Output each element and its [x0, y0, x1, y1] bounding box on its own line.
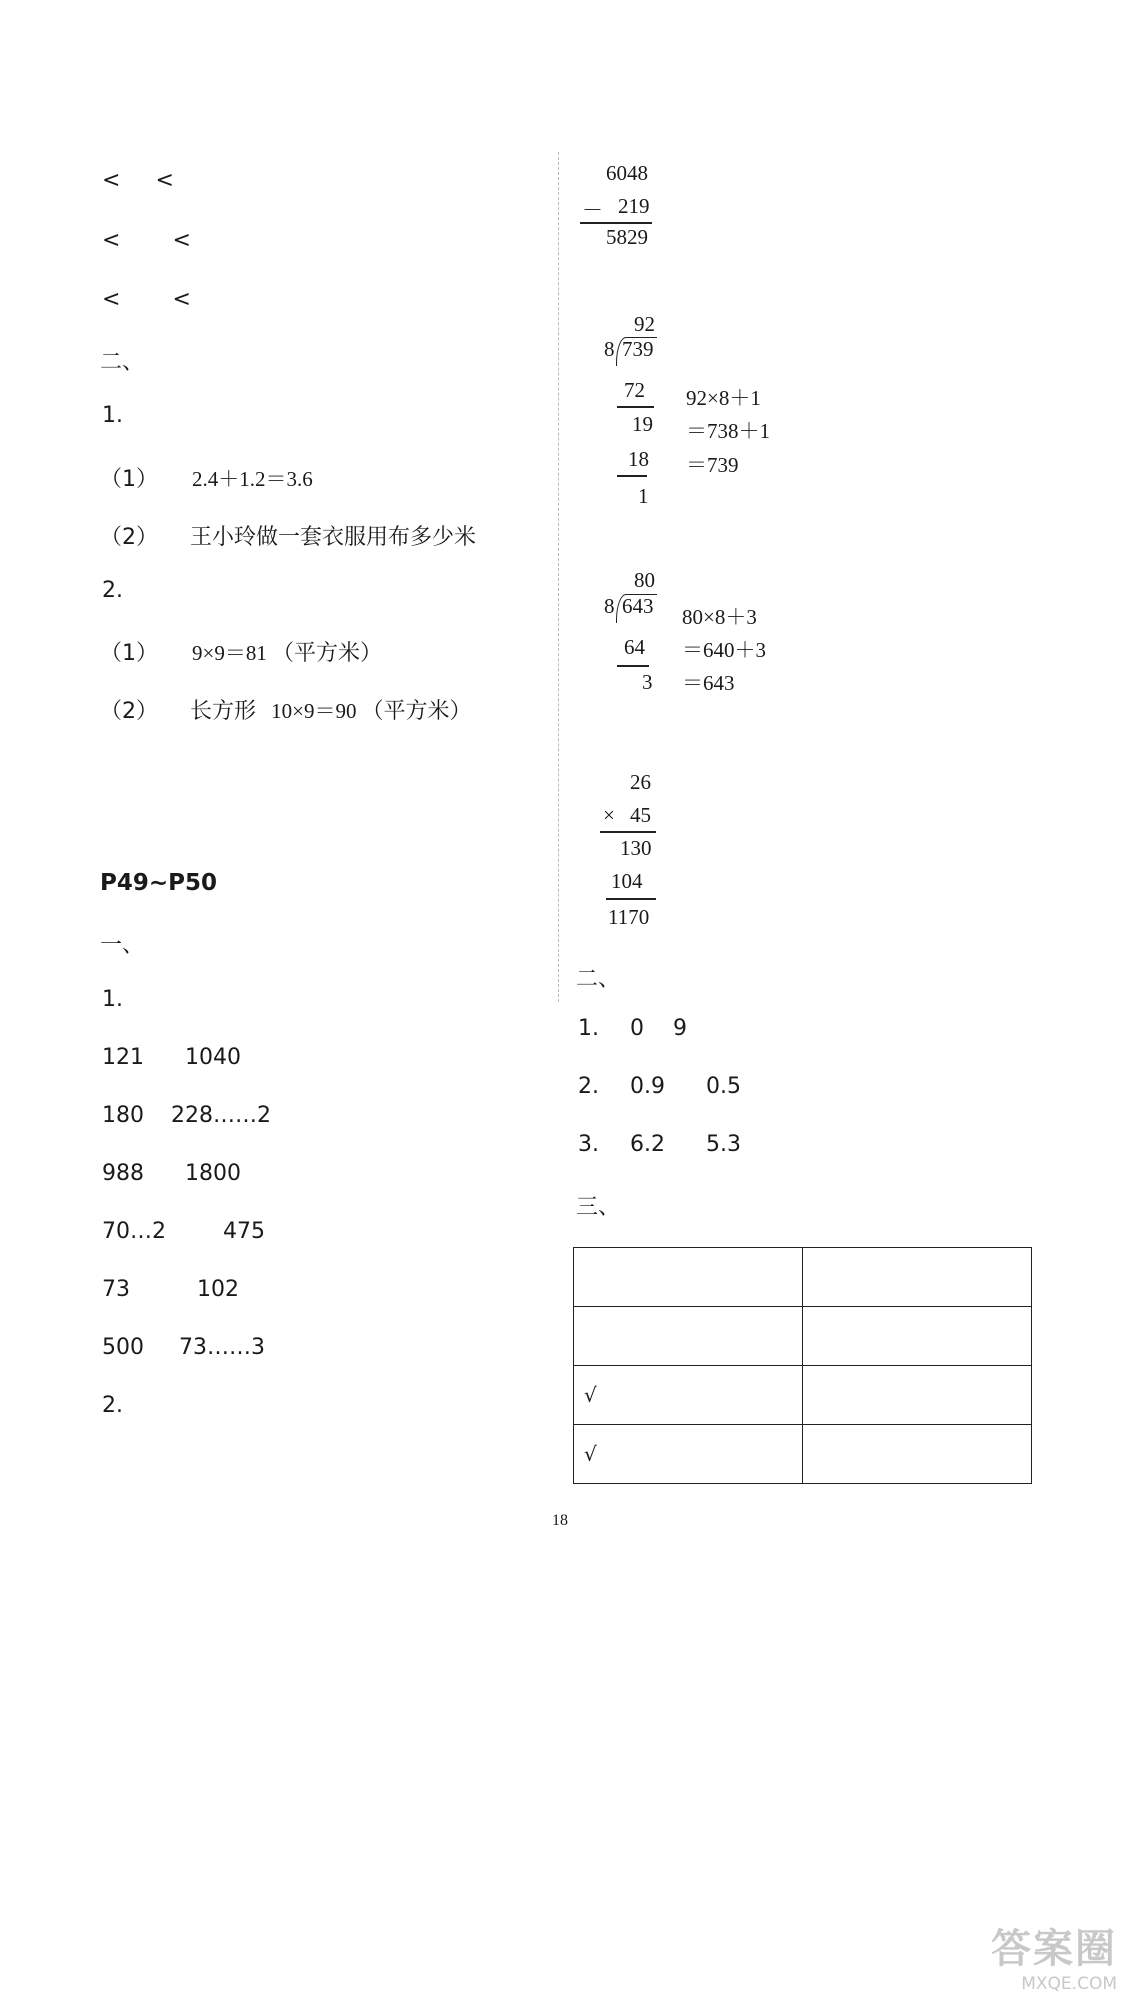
shape-word: 长方形 [190, 699, 257, 724]
div2-divisor: 8 [604, 594, 615, 618]
answer-value: 1040 [185, 1045, 241, 1070]
div2-check-2: ＝640＋3 [682, 638, 766, 662]
sub-question-label: （2） [100, 525, 158, 550]
sub-operator: － [582, 198, 603, 222]
unit-label: （平方米） [361, 699, 472, 724]
answer-value: 1800 [185, 1161, 241, 1186]
table-row [574, 1307, 1032, 1366]
mult-partial-2: 104 [611, 869, 643, 893]
section-heading: 三、 [576, 1195, 621, 1220]
table-row [574, 1248, 1032, 1307]
table-cell: √ [574, 1366, 803, 1425]
div1-step2: 18 [628, 447, 649, 471]
table-row [574, 1366, 1032, 1425]
mult-top: 26 [630, 770, 651, 794]
div1-divisor: 8 [604, 337, 615, 361]
div2-check-3: ＝643 [682, 671, 735, 695]
watermark-url: MXQE.COM [1021, 1974, 1117, 1994]
div2-quotient: 80 [634, 568, 655, 592]
fill-number: 2. [578, 1074, 599, 1099]
compare-row-3 [102, 287, 191, 312]
question-number: 1. [102, 987, 123, 1012]
compare-symbol: < [172, 287, 191, 312]
page-range-heading: P49~P50 [100, 870, 217, 896]
answer-row [102, 1277, 239, 1302]
area-answer-1 [192, 636, 382, 667]
table-row [574, 1425, 1032, 1484]
table-cell [574, 1248, 803, 1307]
fill-number: 3. [578, 1132, 599, 1157]
div1-quotient: 92 [634, 312, 655, 336]
judgment-table [573, 1247, 1032, 1484]
div1-dividend: 739 [622, 337, 654, 361]
mult-line1 [600, 831, 656, 833]
table-cell: √ [574, 1425, 803, 1484]
table-cell [803, 1248, 1032, 1307]
sub-result: 5829 [606, 225, 648, 249]
compare-symbol: < [155, 168, 174, 193]
answer-value: 73……3 [179, 1335, 265, 1360]
answer-value: 988 [102, 1161, 144, 1186]
sub-bottom: 219 [618, 194, 650, 218]
sub-question-label: （1） [100, 641, 158, 666]
answer-value: 180 [102, 1103, 144, 1128]
answer-row [102, 1219, 265, 1244]
question-number: 1. [102, 403, 123, 428]
div2-rem1: 3 [642, 670, 653, 694]
fill-answer: 0.9 [630, 1074, 665, 1099]
answer-value: 475 [223, 1219, 265, 1244]
div1-rem2: 1 [638, 484, 649, 508]
mult-bottom: 45 [630, 803, 651, 827]
answer-row [102, 1045, 241, 1070]
area-answer-2 [190, 694, 472, 725]
answer-row [102, 1103, 271, 1128]
compare-row-1 [102, 168, 174, 193]
answer-text: 王小玲做一套衣服用布多少米 [190, 525, 477, 550]
div1-step1: 72 [624, 378, 645, 402]
watermark-text: 答案圈 [991, 1926, 1117, 1972]
table-cell [574, 1307, 803, 1366]
compare-symbol: < [102, 228, 121, 253]
fill-row-3 [578, 1132, 741, 1157]
column-separator [558, 152, 559, 1002]
div1-line1 [617, 406, 654, 408]
fill-answer: 0.5 [706, 1074, 741, 1099]
section-heading: 二、 [100, 350, 145, 375]
fill-answer: 0 [630, 1016, 644, 1041]
answer-value: 500 [102, 1335, 144, 1360]
math-expression: 9×9＝81 [192, 641, 267, 665]
div1-check-2: ＝738＋1 [686, 419, 770, 443]
fill-answer: 6.2 [630, 1132, 665, 1157]
compare-symbol: < [172, 228, 191, 253]
fill-row-2 [578, 1074, 741, 1099]
div2-dividend: 643 [622, 594, 654, 618]
div1-check-1: 92×8＋1 [686, 386, 761, 410]
answer-value: 121 [102, 1045, 144, 1070]
math-expression: 10×9＝90 [271, 699, 357, 723]
div1-rem1: 19 [632, 412, 653, 436]
fill-row-1 [578, 1016, 687, 1041]
sub-line [580, 222, 652, 224]
table-cell [803, 1307, 1032, 1366]
fill-answer: 9 [673, 1016, 687, 1041]
page-number: 18 [552, 1512, 568, 1529]
div2-check-1: 80×8＋3 [682, 605, 757, 629]
div1-line2 [617, 475, 647, 477]
div2-step1: 64 [624, 635, 645, 659]
answer-value: 70…2 [102, 1219, 166, 1244]
question-number: 2. [102, 578, 123, 603]
answer-value: 102 [197, 1277, 239, 1302]
mult-partial-1: 130 [620, 836, 652, 860]
answer-value: 73 [102, 1277, 130, 1302]
answer-row [102, 1335, 265, 1360]
compare-symbol: < [102, 287, 121, 312]
mult-line2 [606, 898, 656, 900]
sub-top: 6048 [606, 161, 648, 185]
mult-result: 1170 [608, 905, 650, 929]
sub-question-label: （2） [100, 699, 158, 724]
question-number: 2. [102, 1393, 123, 1418]
answer-value: 228……2 [171, 1103, 271, 1128]
watermark-logo [991, 1917, 1117, 1994]
fill-answer: 5.3 [706, 1132, 741, 1157]
unit-label: （平方米） [271, 641, 382, 666]
compare-symbol: < [102, 168, 121, 193]
compare-row-2 [102, 228, 191, 253]
table-cell [803, 1425, 1032, 1484]
fill-number: 1. [578, 1016, 599, 1041]
section-heading: 一、 [100, 933, 145, 958]
table-cell [803, 1366, 1032, 1425]
div2-line1 [617, 665, 649, 667]
mult-operator: × [603, 803, 615, 827]
answer-row [102, 1161, 241, 1186]
sub-question-label: （1） [100, 467, 158, 492]
section-heading: 二、 [576, 967, 621, 992]
math-expression: 2.4＋1.2＝3.6 [192, 467, 313, 491]
div1-check-3: ＝739 [686, 453, 739, 477]
